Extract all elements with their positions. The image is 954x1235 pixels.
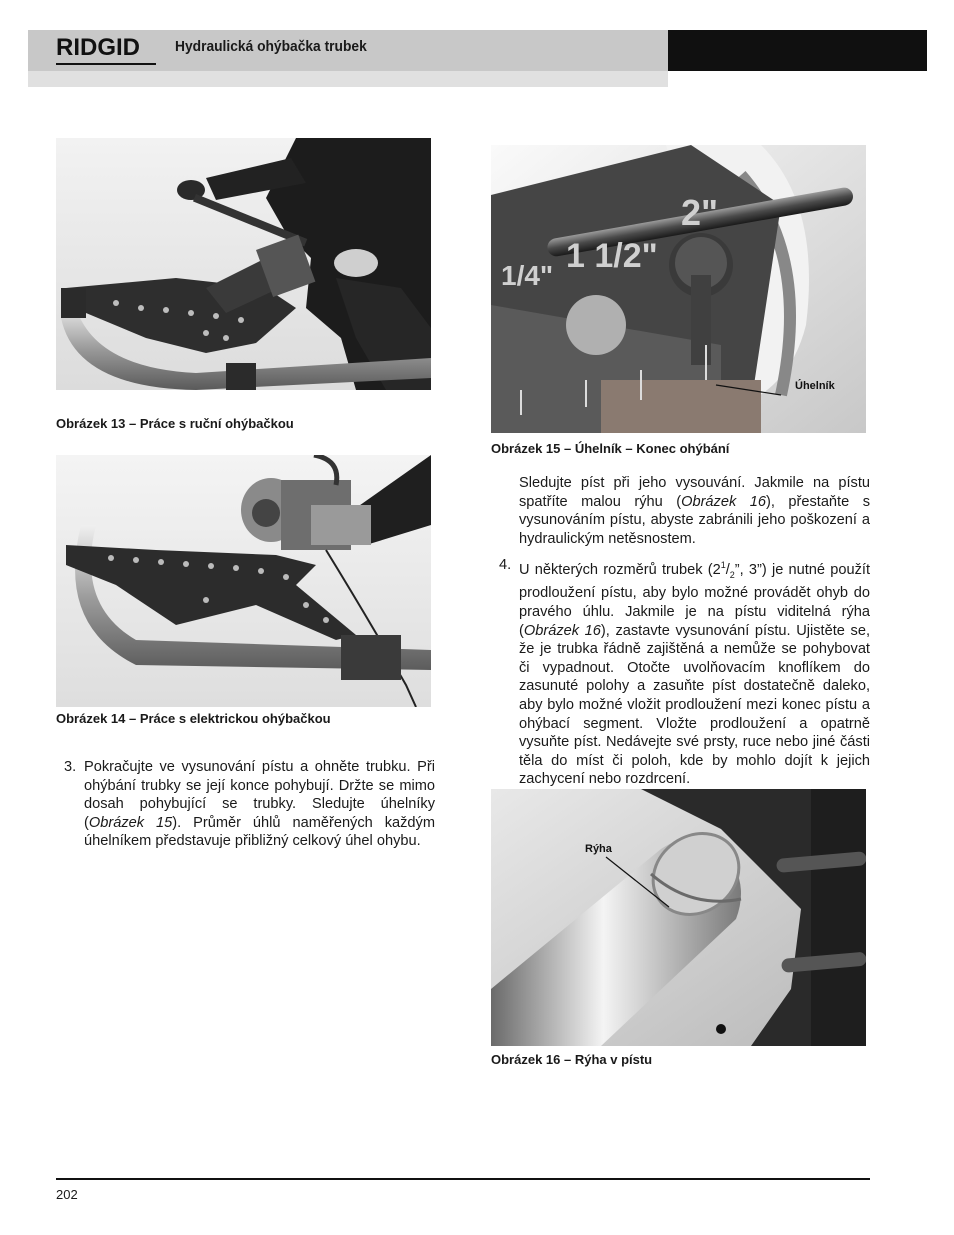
figure-15-dial-text-2: 1 1/2" bbox=[566, 237, 658, 275]
footer-rule bbox=[56, 1178, 870, 1180]
continue-paragraph bbox=[519, 474, 870, 548]
step-4-sup: 1 bbox=[720, 560, 726, 570]
step-4-paragraph bbox=[499, 556, 871, 789]
figure-15-caption: Obrázek 15 – Úhelník – Konec ohýbání bbox=[491, 441, 730, 456]
continue-text-a: Sledujte píst při jeho vysouvání. Jakmile na pístu spatříte malou rýhu ( bbox=[519, 475, 870, 510]
step-3-ref: Obrázek 15 bbox=[88, 814, 173, 831]
figure-13-photo bbox=[56, 138, 431, 390]
step-4-slash: / bbox=[725, 561, 730, 578]
figure-14-caption: Obrázek 14 – Práce s elektrickou ohýbačkou bbox=[56, 711, 331, 726]
step-3-text-a: Pokračujte ve vysunování pístu a ohněte trubku. Při ohýbání trubky se její konce pohybují. Držte se mimo dosah pohybující se trubky. Sledujte úhelníky ( bbox=[84, 759, 435, 831]
figure-16-label: Rýha bbox=[585, 843, 612, 855]
figure-15-label: Úhelník bbox=[795, 380, 835, 392]
page-number: 202 bbox=[56, 1187, 78, 1202]
figure-15-dial-text-3: 2" bbox=[681, 192, 719, 233]
header-strip bbox=[28, 71, 668, 87]
step-4-ref: Obrázek 16 bbox=[523, 622, 601, 639]
step-4-text-b: ”, 3”) je nutné použít prodloužení pístu, aby bylo možné provádět ohyb do pravého úhlu. Jakmile je na pístu viditelná rýha ( bbox=[519, 561, 871, 639]
continue-text-b: ), přestaňte s vysunováním pístu, abyste zabránili jeho poškození a hydraulickým netěsnostem. bbox=[519, 493, 870, 547]
header-black-block bbox=[668, 30, 927, 71]
continue-ref: Obrázek 16 bbox=[681, 493, 766, 510]
ridgid-logo: RIDGID bbox=[56, 34, 140, 61]
step-3-number: 3. bbox=[64, 759, 77, 775]
step-4-text-a: U některých rozměrů trubek (2 bbox=[519, 561, 721, 578]
header-title: Hydraulická ohýbačka trubek bbox=[175, 38, 367, 55]
step-4-sub: 2 bbox=[729, 569, 735, 580]
figure-13-caption: Obrázek 13 – Práce s ruční ohýbačkou bbox=[56, 416, 294, 431]
figure-15-dial-text-1: 1/4" bbox=[501, 260, 554, 291]
step-3-paragraph bbox=[64, 758, 436, 851]
step-4-text-c: ), zastavte vysunování pístu. Ujistěte se, že je trubka řádně zajištěná a nemůže se pohybovat či vypadnout. Otočte uvolňovacím knoflíkem do zasunuté polohy a zasuňte píst dostatečně daleko, aby bylo možné vložit prodloužení mezi konec pístu a ohýbací segment. Vložte prodloužení a opatrně vysuňte píst. Nedávejte své prsty, ruce nebo jiné části těla do míst či poloh, kde by mohlo dojít k jejich zachycení nebo rozdrcení. bbox=[519, 622, 870, 788]
figure-16-caption: Obrázek 16 – Rýha v pístu bbox=[491, 1052, 653, 1067]
figure-14-photo bbox=[56, 455, 431, 707]
figure-16-photo bbox=[491, 789, 866, 1046]
step-4-number: 4. bbox=[499, 557, 512, 573]
logo-underline bbox=[56, 63, 156, 65]
step-3-text-b: ). Průměr úhlů naměřených každým úhelníkem představuje přibližný celkový úhel ohybu. bbox=[84, 814, 436, 850]
